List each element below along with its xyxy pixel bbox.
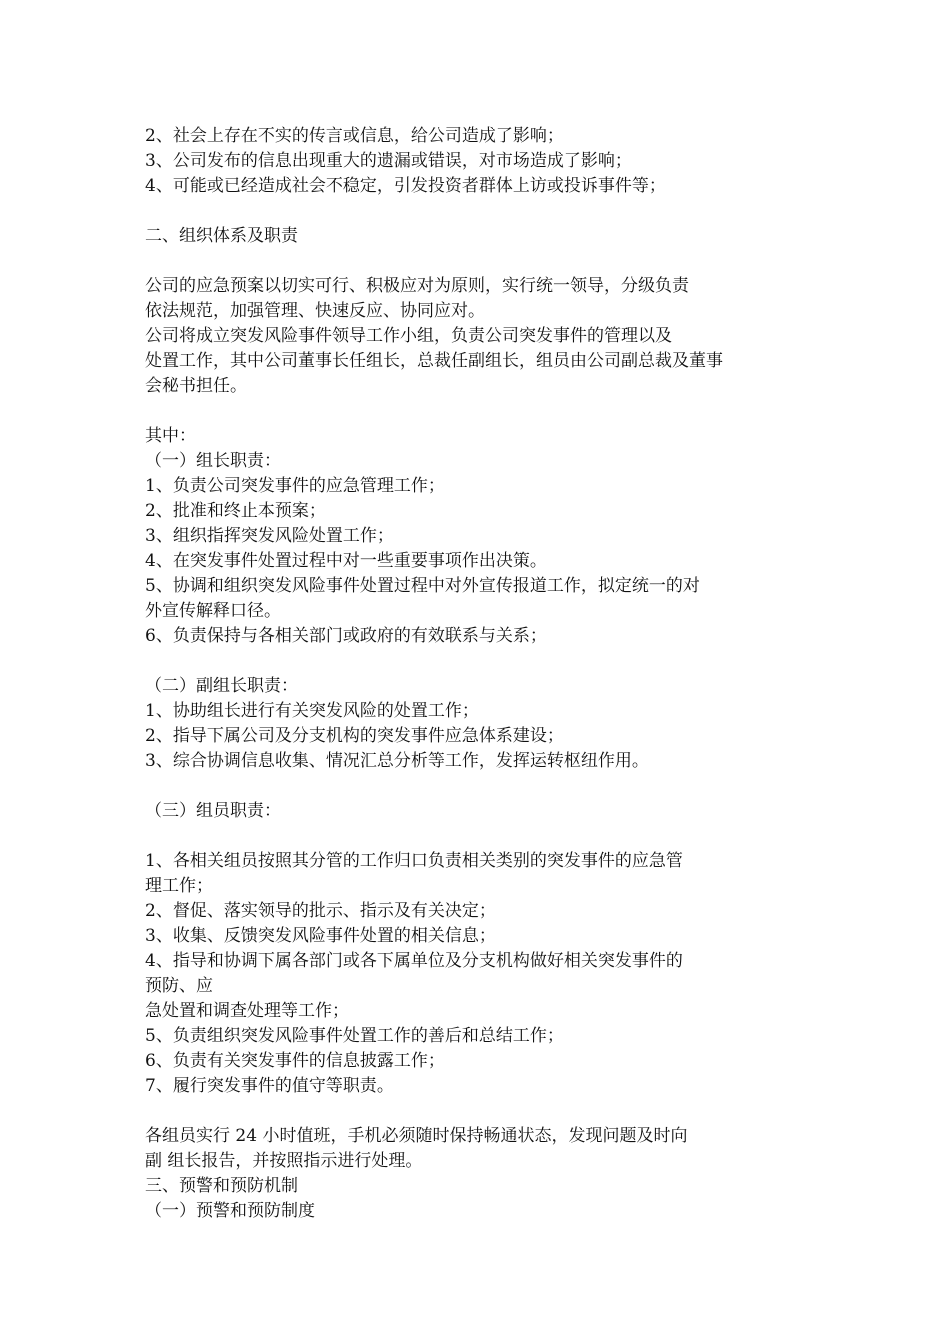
member-duty-line-7: 急处置和调查处理等工作； bbox=[145, 1001, 349, 1021]
deputy-duty-line-2: 2、指导下属公司及分支机构的突发事件应急体系建设； bbox=[145, 726, 564, 746]
qizhong-label: 其中： bbox=[145, 426, 196, 446]
leader-duty-line-6: 外宣传解释口径。 bbox=[145, 601, 281, 621]
section-2-para-1-line-1: 公司的应急预案以切实可行、积极应对为原则，实行统一领导，分级负责 bbox=[145, 276, 689, 296]
section-2-para-1-line-2: 依法规范，加强管理、快速反应、协同应对。 bbox=[145, 301, 485, 321]
leader-duty-line-7: 6、负责保持与各相关部门或政府的有效联系与关系； bbox=[145, 626, 547, 646]
section-2-para-2-line-1: 公司将成立突发风险事件领导工作小组，负责公司突发事件的管理以及 bbox=[145, 326, 672, 346]
leader-duty-line-5: 5、协调和组织突发风险事件处置过程中对外宣传报道工作，拟定统一的对 bbox=[145, 576, 700, 596]
member-duty-line-2: 理工作； bbox=[145, 876, 213, 896]
section-3-subheading: （一）预警和预防制度 bbox=[145, 1201, 315, 1221]
member-duty-line-8: 5、负责组织突发风险事件处置工作的善后和总结工作； bbox=[145, 1026, 564, 1046]
leader-duty-line-2: 2、批准和终止本预案； bbox=[145, 501, 326, 521]
list-intro-item-3: 3、公司发布的信息出现重大的遗漏或错误，对市场造成了影响； bbox=[145, 151, 632, 171]
section-2-para-2-line-2: 处置工作，其中公司董事长任组长，总裁任副组长，组员由公司副总裁及董事 bbox=[145, 351, 723, 371]
member-duty-line-1: 1、各相关组员按照其分管的工作归口负责相关类别的突发事件的应急管 bbox=[145, 851, 683, 871]
deputy-duty-line-1: 1、协助组长进行有关突发风险的处置工作； bbox=[145, 701, 479, 721]
member-duty-line-3: 2、督促、落实领导的批示、指示及有关决定； bbox=[145, 901, 496, 921]
leader-duties-heading: （一）组长职责： bbox=[145, 451, 281, 471]
member-duty-line-6: 预防、应 bbox=[145, 976, 213, 996]
member-duty-line-10: 7、履行突发事件的值守等职责。 bbox=[145, 1076, 394, 1096]
member-duty-line-5: 4、指导和协调下属各部门或各下属单位及分支机构做好相关突发事件的 bbox=[145, 951, 683, 971]
section-2-heading: 二、组织体系及职责 bbox=[145, 226, 298, 246]
member-duties-heading: （三）组员职责： bbox=[145, 801, 281, 821]
leader-duty-line-3: 3、组织指挥突发风险处置工作； bbox=[145, 526, 394, 546]
list-intro-item-2: 2、社会上存在不实的传言或信息，给公司造成了影响； bbox=[145, 126, 564, 146]
duty-para-line-2: 副 组长报告，并按照指示进行处理。 bbox=[145, 1151, 423, 1171]
leader-duty-line-4: 4、在突发事件处置过程中对一些重要事项作出决策。 bbox=[145, 551, 547, 571]
list-intro-item-4: 4、可能或已经造成社会不稳定，引发投资者群体上访或投诉事件等； bbox=[145, 176, 666, 196]
leader-duty-line-1: 1、负责公司突发事件的应急管理工作； bbox=[145, 476, 445, 496]
section-2-para-2-line-3: 会秘书担任。 bbox=[145, 376, 247, 396]
member-duty-line-9: 6、负责有关突发事件的信息披露工作； bbox=[145, 1051, 445, 1071]
duty-para-line-1: 各组员实行 24 小时值班，手机必须随时保持畅通状态，发现问题及时向 bbox=[145, 1126, 688, 1146]
deputy-duties-heading: （二）副组长职责： bbox=[145, 676, 298, 696]
deputy-duty-line-3: 3、综合协调信息收集、情况汇总分析等工作，发挥运转枢纽作用。 bbox=[145, 751, 649, 771]
section-3-heading: 三、预警和预防机制 bbox=[145, 1176, 298, 1196]
member-duty-line-4: 3、收集、反馈突发风险事件处置的相关信息； bbox=[145, 926, 496, 946]
